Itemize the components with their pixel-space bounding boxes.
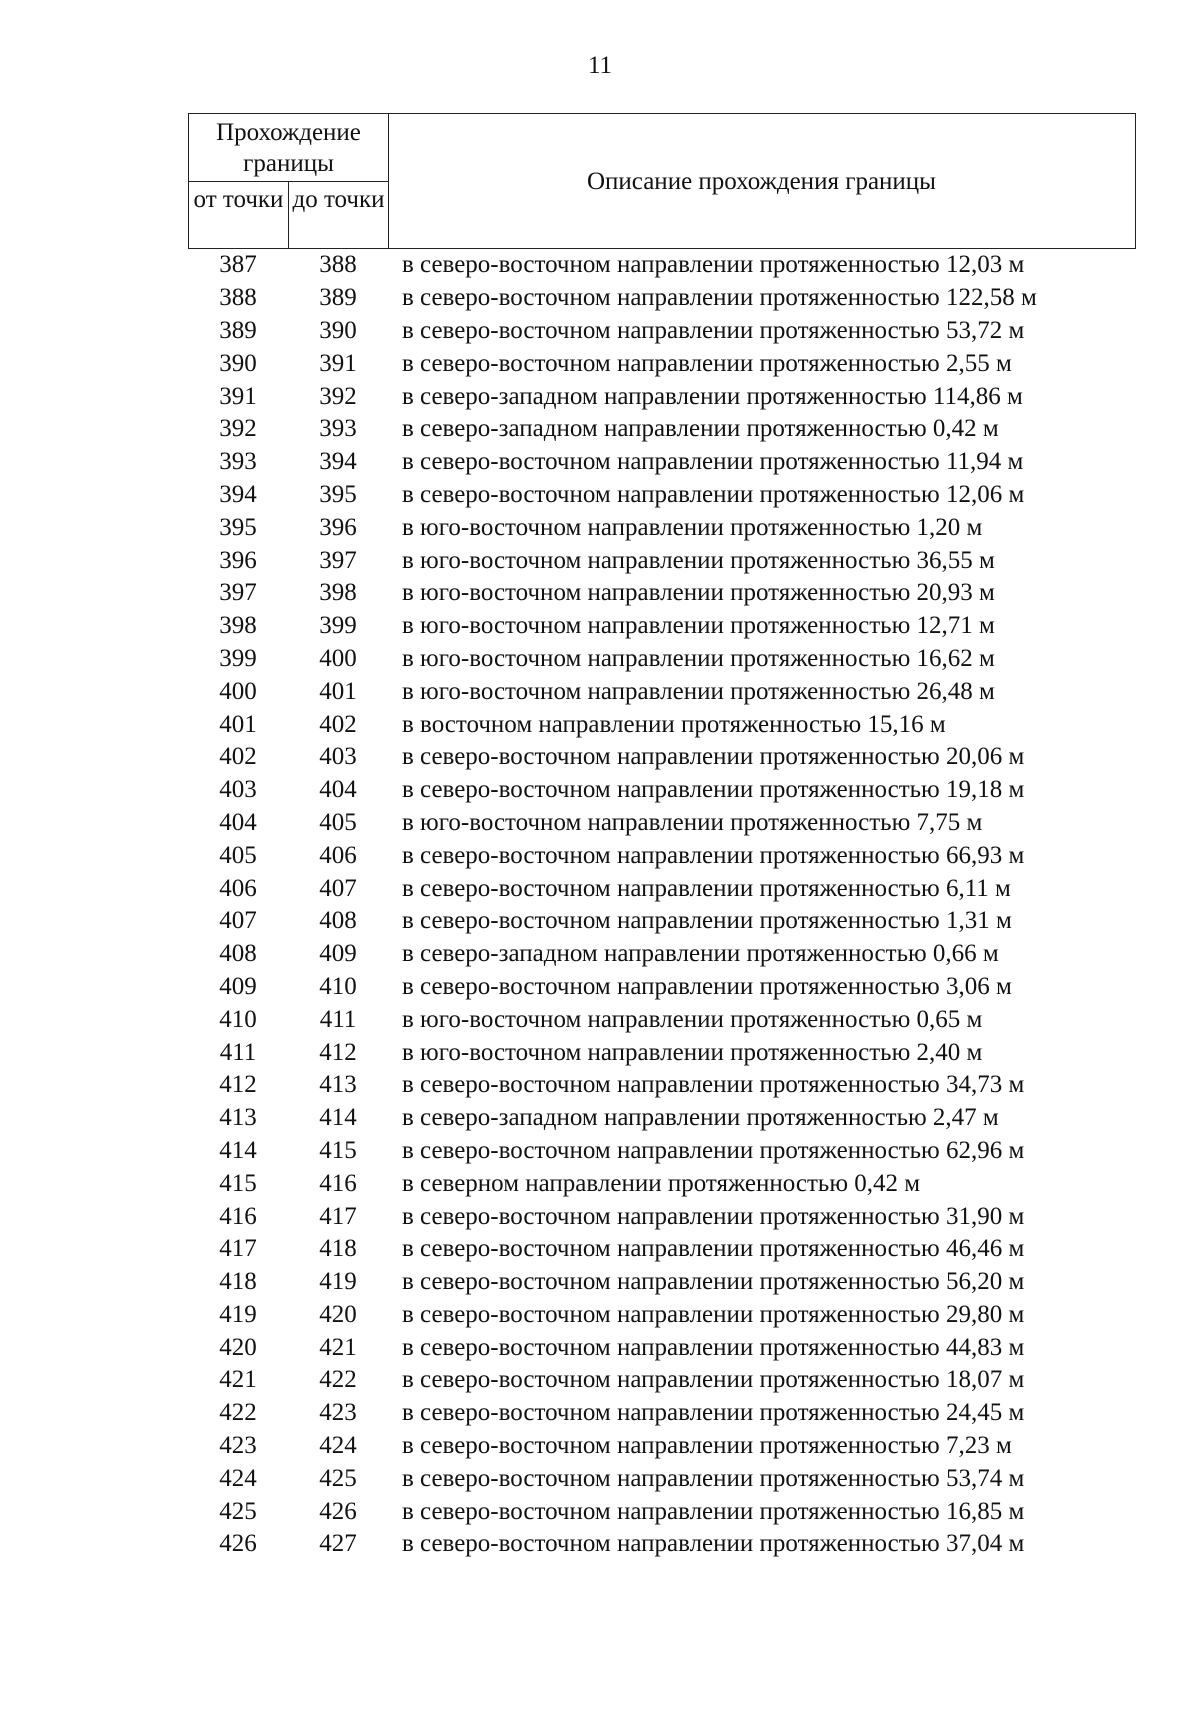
row-description: в северо-восточном направлении протяженностью 6,11 м: [402, 874, 1011, 902]
header-description: Описание прохождения границы: [587, 167, 936, 195]
row-description: в северо-восточном направлении протяженностью 20,06 м: [402, 743, 1025, 771]
row-from-point: 416: [219, 1202, 257, 1230]
table-row: [188, 315, 1148, 348]
row-from-point: 393: [219, 448, 257, 476]
row-from-point: 409: [219, 972, 257, 1000]
row-from-point: 419: [219, 1300, 257, 1328]
row-to-point: 413: [319, 1071, 357, 1099]
row-description: в северо-восточном направлении протяженностью 122,58 м: [402, 284, 1037, 312]
header-boundary-passage: Прохождение границы: [189, 114, 389, 182]
row-from-point: 397: [219, 579, 257, 607]
header-to-point: до точки: [289, 182, 389, 248]
row-to-point: 416: [319, 1169, 357, 1197]
table-row: [188, 1135, 1148, 1168]
row-description: в юго-восточном направлении протяженностью 0,65 м: [402, 1005, 983, 1033]
table-row: [188, 971, 1148, 1004]
row-from-point: 402: [219, 743, 257, 771]
table-row: [188, 643, 1148, 676]
row-description: в северо-восточном направлении протяженностью 1,31 м: [402, 907, 1012, 935]
row-description: в юго-восточном направлении протяженностью 16,62 м: [402, 644, 995, 672]
row-from-point: 396: [219, 546, 257, 574]
table-row: [188, 708, 1148, 741]
row-description: в северо-восточном направлении протяженностью 29,80 м: [402, 1300, 1025, 1328]
table-row: [188, 1233, 1148, 1266]
row-from-point: 395: [219, 513, 257, 541]
row-from-point: 392: [219, 415, 257, 443]
row-description: в юго-восточном направлении протяженностью 1,20 м: [402, 513, 983, 541]
row-from-point: 388: [219, 284, 257, 312]
row-to-point: 407: [319, 874, 357, 902]
table-row: [188, 1495, 1148, 1528]
table-row: [188, 249, 1148, 282]
table-row: [188, 1200, 1148, 1233]
row-description: в северном направлении протяженностью 0,42 м: [402, 1169, 921, 1197]
row-from-point: 417: [219, 1235, 257, 1263]
row-to-point: 394: [319, 448, 357, 476]
table-row: [188, 544, 1148, 577]
row-description: в северо-западном направлении протяженностью 0,42 м: [402, 415, 999, 443]
row-from-point: 425: [219, 1497, 257, 1525]
row-to-point: 396: [319, 513, 357, 541]
row-to-point: 390: [319, 316, 357, 344]
row-to-point: 425: [319, 1464, 357, 1492]
row-description: в северо-восточном направлении протяженностью 44,83 м: [402, 1333, 1025, 1361]
row-description: в северо-восточном направлении протяженностью 31,90 м: [402, 1202, 1025, 1230]
row-description: в северо-восточном направлении протяженностью 46,46 м: [402, 1235, 1025, 1263]
row-from-point: 411: [219, 1038, 257, 1066]
table-row: [188, 1528, 1148, 1561]
table-row: [188, 479, 1148, 512]
row-to-point: 393: [319, 415, 357, 443]
table-row: [188, 839, 1148, 872]
table-row: [188, 413, 1148, 446]
table-row: [188, 675, 1148, 708]
row-from-point: 405: [219, 841, 257, 869]
row-from-point: 403: [219, 776, 257, 804]
row-from-point: 423: [219, 1432, 257, 1460]
row-to-point: 402: [319, 710, 357, 738]
row-description: в северо-восточном направлении протяженностью 3,06 м: [402, 972, 1012, 1000]
table-row: [188, 905, 1148, 938]
row-from-point: 401: [219, 710, 257, 738]
row-description: в юго-восточном направлении протяженностью 2,40 м: [402, 1038, 983, 1066]
table-header: [188, 113, 1136, 249]
row-description: в юго-восточном направлении протяженностью 20,93 м: [402, 579, 995, 607]
row-description: в северо-восточном направлении протяженностью 37,04 м: [402, 1530, 1025, 1558]
row-to-point: 389: [319, 284, 357, 312]
row-description: в юго-восточном направлении протяженностью 12,71 м: [402, 612, 995, 640]
row-to-point: 400: [319, 644, 357, 672]
row-to-point: 422: [319, 1366, 357, 1394]
table-row: [188, 1036, 1148, 1069]
table-row: [188, 1331, 1148, 1364]
row-to-point: 405: [319, 808, 357, 836]
row-description: в северо-восточном направлении протяженностью 7,23 м: [402, 1432, 1012, 1460]
row-from-point: 389: [219, 316, 257, 344]
row-to-point: 424: [319, 1432, 357, 1460]
table-row: [188, 380, 1148, 413]
row-to-point: 409: [319, 940, 357, 968]
table-row: [188, 774, 1148, 807]
table-row: [188, 610, 1148, 643]
row-to-point: 403: [319, 743, 357, 771]
row-from-point: 420: [219, 1333, 257, 1361]
row-from-point: 414: [219, 1136, 257, 1164]
table-row: [188, 741, 1148, 774]
row-description: в северо-западном направлении протяженностью 0,66 м: [402, 940, 999, 968]
table-row: [188, 446, 1148, 479]
row-to-point: 411: [319, 1005, 357, 1033]
row-from-point: 424: [219, 1464, 257, 1492]
row-from-point: 387: [219, 251, 257, 279]
row-to-point: 388: [319, 251, 357, 279]
row-description: в северо-восточном направлении протяженностью 19,18 м: [402, 776, 1025, 804]
row-to-point: 414: [319, 1104, 357, 1132]
row-to-point: 415: [319, 1136, 357, 1164]
row-from-point: 418: [219, 1268, 257, 1296]
row-description: в юго-восточном направлении протяженностью 26,48 м: [402, 677, 995, 705]
row-to-point: 397: [319, 546, 357, 574]
boundary-rows: [188, 249, 1148, 1561]
row-to-point: 406: [319, 841, 357, 869]
table-row: [188, 1430, 1148, 1463]
row-description: в северо-западном направлении протяженностью 2,47 м: [402, 1104, 999, 1132]
row-to-point: 401: [319, 677, 357, 705]
row-to-point: 392: [319, 382, 357, 410]
table-row: [188, 1167, 1148, 1200]
row-to-point: 398: [319, 579, 357, 607]
row-from-point: 415: [219, 1169, 257, 1197]
row-to-point: 391: [319, 349, 357, 377]
table-row: [188, 1003, 1148, 1036]
row-from-point: 399: [219, 644, 257, 672]
row-description: в юго-восточном направлении протяженностью 36,55 м: [402, 546, 995, 574]
row-to-point: 412: [319, 1038, 357, 1066]
row-description: в северо-восточном направлении протяженностью 12,03 м: [402, 251, 1025, 279]
table-row: [188, 1364, 1148, 1397]
row-to-point: 421: [319, 1333, 357, 1361]
row-from-point: 413: [219, 1104, 257, 1132]
row-from-point: 390: [219, 349, 257, 377]
row-description: в северо-восточном направлении протяженностью 11,94 м: [402, 448, 1024, 476]
row-description: в юго-восточном направлении протяженностью 7,75 м: [402, 808, 983, 836]
row-to-point: 399: [319, 612, 357, 640]
row-to-point: 417: [319, 1202, 357, 1230]
table-row: [188, 872, 1148, 905]
table-row: [188, 807, 1148, 840]
row-from-point: 404: [219, 808, 257, 836]
row-description: в северо-восточном направлении протяженностью 53,72 м: [402, 316, 1025, 344]
row-description: в северо-западном направлении протяженностью 114,86 м: [402, 382, 1023, 410]
table-row: [188, 511, 1148, 544]
row-from-point: 398: [219, 612, 257, 640]
row-to-point: 395: [319, 480, 357, 508]
table-row: [188, 1397, 1148, 1430]
row-to-point: 423: [319, 1399, 357, 1427]
row-description: в северо-восточном направлении протяженностью 53,74 м: [402, 1464, 1025, 1492]
row-to-point: 420: [319, 1300, 357, 1328]
row-description: в северо-восточном направлении протяженностью 34,73 м: [402, 1071, 1025, 1099]
table-row: [188, 1462, 1148, 1495]
row-description: в северо-восточном направлении протяженностью 66,93 м: [402, 841, 1025, 869]
table-row: [188, 577, 1148, 610]
table-row: [188, 1069, 1148, 1102]
row-from-point: 426: [219, 1530, 257, 1558]
page-number: 11: [587, 52, 613, 79]
row-description: в северо-восточном направлении протяженностью 16,85 м: [402, 1497, 1025, 1525]
table-row: [188, 1299, 1148, 1332]
table-row: [188, 282, 1148, 315]
row-to-point: 426: [319, 1497, 357, 1525]
row-from-point: 394: [219, 480, 257, 508]
row-description: в северо-восточном направлении протяженностью 62,96 м: [402, 1136, 1025, 1164]
row-description: в северо-восточном направлении протяженностью 18,07 м: [402, 1366, 1025, 1394]
row-from-point: 408: [219, 940, 257, 968]
row-to-point: 408: [319, 907, 357, 935]
row-from-point: 391: [219, 382, 257, 410]
table-row: [188, 1102, 1148, 1135]
row-description: в северо-восточном направлении протяженностью 56,20 м: [402, 1268, 1025, 1296]
row-to-point: 427: [319, 1530, 357, 1558]
header-from-point: от точки: [189, 182, 289, 248]
row-from-point: 412: [219, 1071, 257, 1099]
row-to-point: 418: [319, 1235, 357, 1263]
row-from-point: 400: [219, 677, 257, 705]
table-row: [188, 938, 1148, 971]
row-from-point: 407: [219, 907, 257, 935]
row-to-point: 410: [319, 972, 357, 1000]
row-description: в северо-восточном направлении протяженностью 12,06 м: [402, 480, 1025, 508]
row-description: в северо-восточном направлении протяженностью 2,55 м: [402, 349, 1012, 377]
row-from-point: 421: [219, 1366, 257, 1394]
table-row: [188, 1266, 1148, 1299]
row-from-point: 406: [219, 874, 257, 902]
row-from-point: 410: [219, 1005, 257, 1033]
row-description: в северо-восточном направлении протяженностью 24,45 м: [402, 1399, 1025, 1427]
table-row: [188, 347, 1148, 380]
row-to-point: 404: [319, 776, 357, 804]
row-to-point: 419: [319, 1268, 357, 1296]
row-description: в восточном направлении протяженностью 15,16 м: [402, 710, 946, 738]
row-from-point: 422: [219, 1399, 257, 1427]
